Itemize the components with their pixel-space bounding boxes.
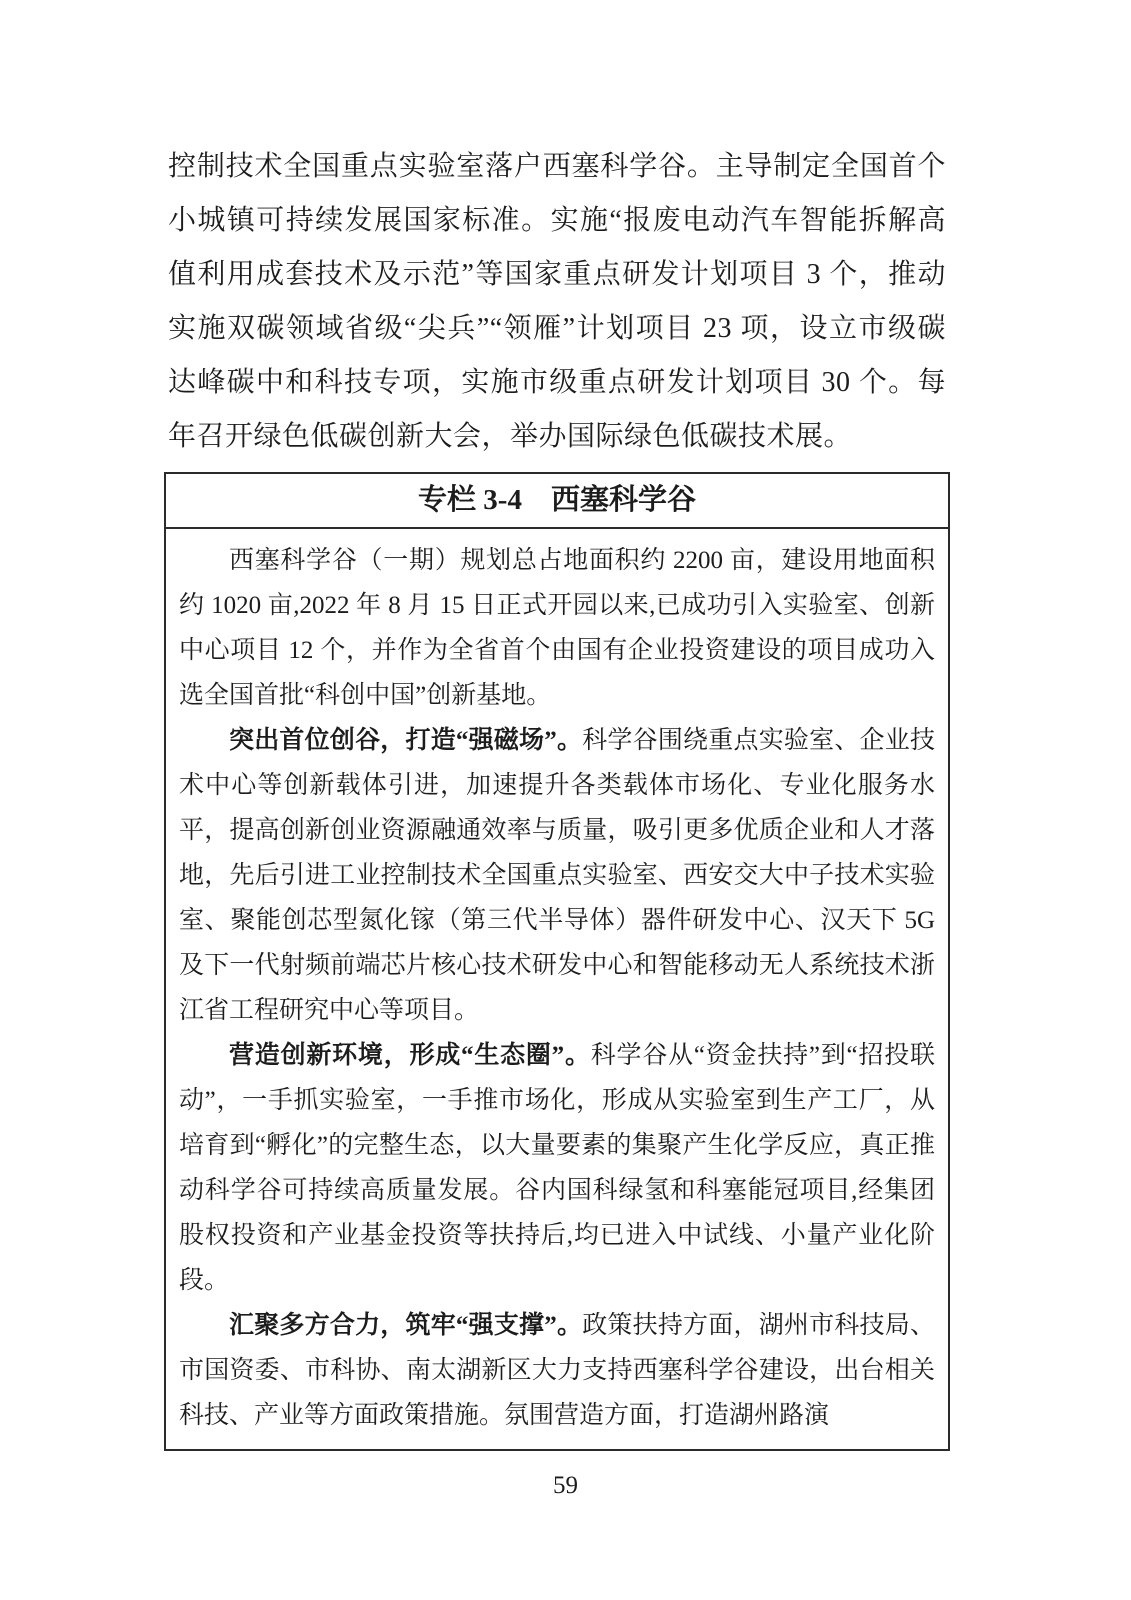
box-paragraph-3-lead: 营造创新环境，形成“生态圈”。 <box>229 1042 591 1069</box>
box-paragraph-2-text: 科学谷围绕重点实验室、企业技术中心等创新载体引进，加速提升各类载体市场化、专业化服务水平，提高创新创业资源融通效率与质量，吸引更多优质企业和人才落地，先后引进工业控制技术全国重点实验室、西安交大中子技术实验室、聚能创芯型氮化镓（第三代半导体）器件研发中心、汉天下 5G 及下一代射频前端芯片核心技术研发中心和智能移动无人系统技术浙江省工程研究中心等项目。 <box>179 727 935 1024</box>
box-paragraph-1-text: 西塞科学谷（一期）规划总占地面积约 2200 亩，建设用地面积约 1020 亩,2022 年 8 月 15 日正式开园以来,已成功引入实验室、创新中心项目 12 个，并作为全省首个由国有企业投资建设的项目成功入选全国首批“科创中国”创新基地。 <box>179 547 935 709</box>
page-content <box>164 140 950 1451</box>
box-paragraph-4-lead: 汇聚多方合力，筑牢“强支撑”。 <box>229 1312 583 1339</box>
box-paragraph-2 <box>179 718 935 1033</box>
box-paragraph-3 <box>179 1033 935 1303</box>
box-title: 专栏 3-4 西塞科学谷 <box>166 474 948 529</box>
box-paragraph-2-lead: 突出首位创谷，打造“强磁场”。 <box>229 727 583 754</box>
box-paragraph-1 <box>179 538 935 718</box>
box-paragraph-3-text: 科学谷从“资金扶持”到“招投联动”，一手抓实验室，一手推市场化，形成从实验室到生产工厂，从培育到“孵化”的完整生态，以大量要素的集聚产生化学反应，真正推动科学谷可持续高质量发展。谷内国科绿氢和科塞能冠项目,经集团股权投资和产业基金投资等扶持后,均已进入中试线、小量产业化阶段。 <box>179 1042 935 1294</box>
box-paragraph-4 <box>179 1303 935 1438</box>
column-box-3-4 <box>164 472 950 1451</box>
box-paragraph-4-text: 政策扶持方面，湖州市科技局、市国资委、市科协、南太湖新区大力支持西塞科学谷建设，出台相关科技、产业等方面政策措施。氛围营造方面，打造湖州路演 <box>179 1312 935 1429</box>
box-body <box>166 529 948 1449</box>
body-paragraph: 控制技术全国重点实验室落户西塞科学谷。主导制定全国首个小城镇可持续发展国家标准。实施“报废电动汽车智能拆解高值利用成套技术及示范”等国家重点研发计划项目 3 个，推动实施双碳领域省级“尖兵”“领雁”计划项目 23 项，设立市级碳达峰碳中和科技专项，实施市级重点研发计划项目 30 个。每年召开绿色低碳创新大会，举办国际绿色低碳技术展。 <box>168 151 946 452</box>
page-number: 59 <box>553 1472 578 1499</box>
